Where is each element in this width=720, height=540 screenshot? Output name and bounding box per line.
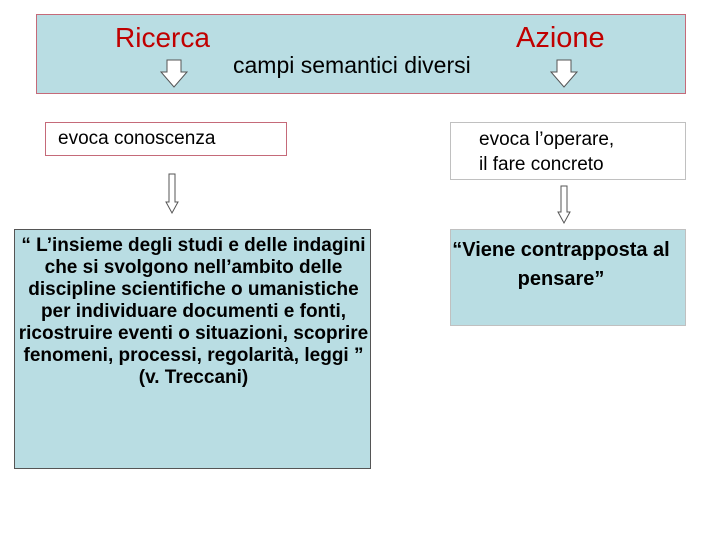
subtitle-campi-semantici: campi semantici diversi [233,52,471,78]
text-definizione-azione: “Viene contrapposta al pensare” [452,239,670,290]
arrow-down-icon [551,60,577,87]
text-evoca-conoscenza: evoca conoscenza [58,128,216,149]
title-ricerca: Ricerca [115,22,210,53]
arrow-down-icon [558,186,570,223]
text-definizione-ricerca: “ L’insieme degli studi e delle indagini che si svolgono nell’ambito delle discipline scientifiche o umanistiche per individuare documenti e fonti, ricostruire eventi o situazioni, scoprire fenomeni, processi, regolarità, leggi ” (v. Treccani) [18,235,369,388]
arrow-down-icon [166,174,178,213]
title-azione: Azione [516,22,605,54]
text-evoca-operare: evoca l’operare, il fare concreto [479,129,615,175]
arrow-down-icon [161,60,187,87]
